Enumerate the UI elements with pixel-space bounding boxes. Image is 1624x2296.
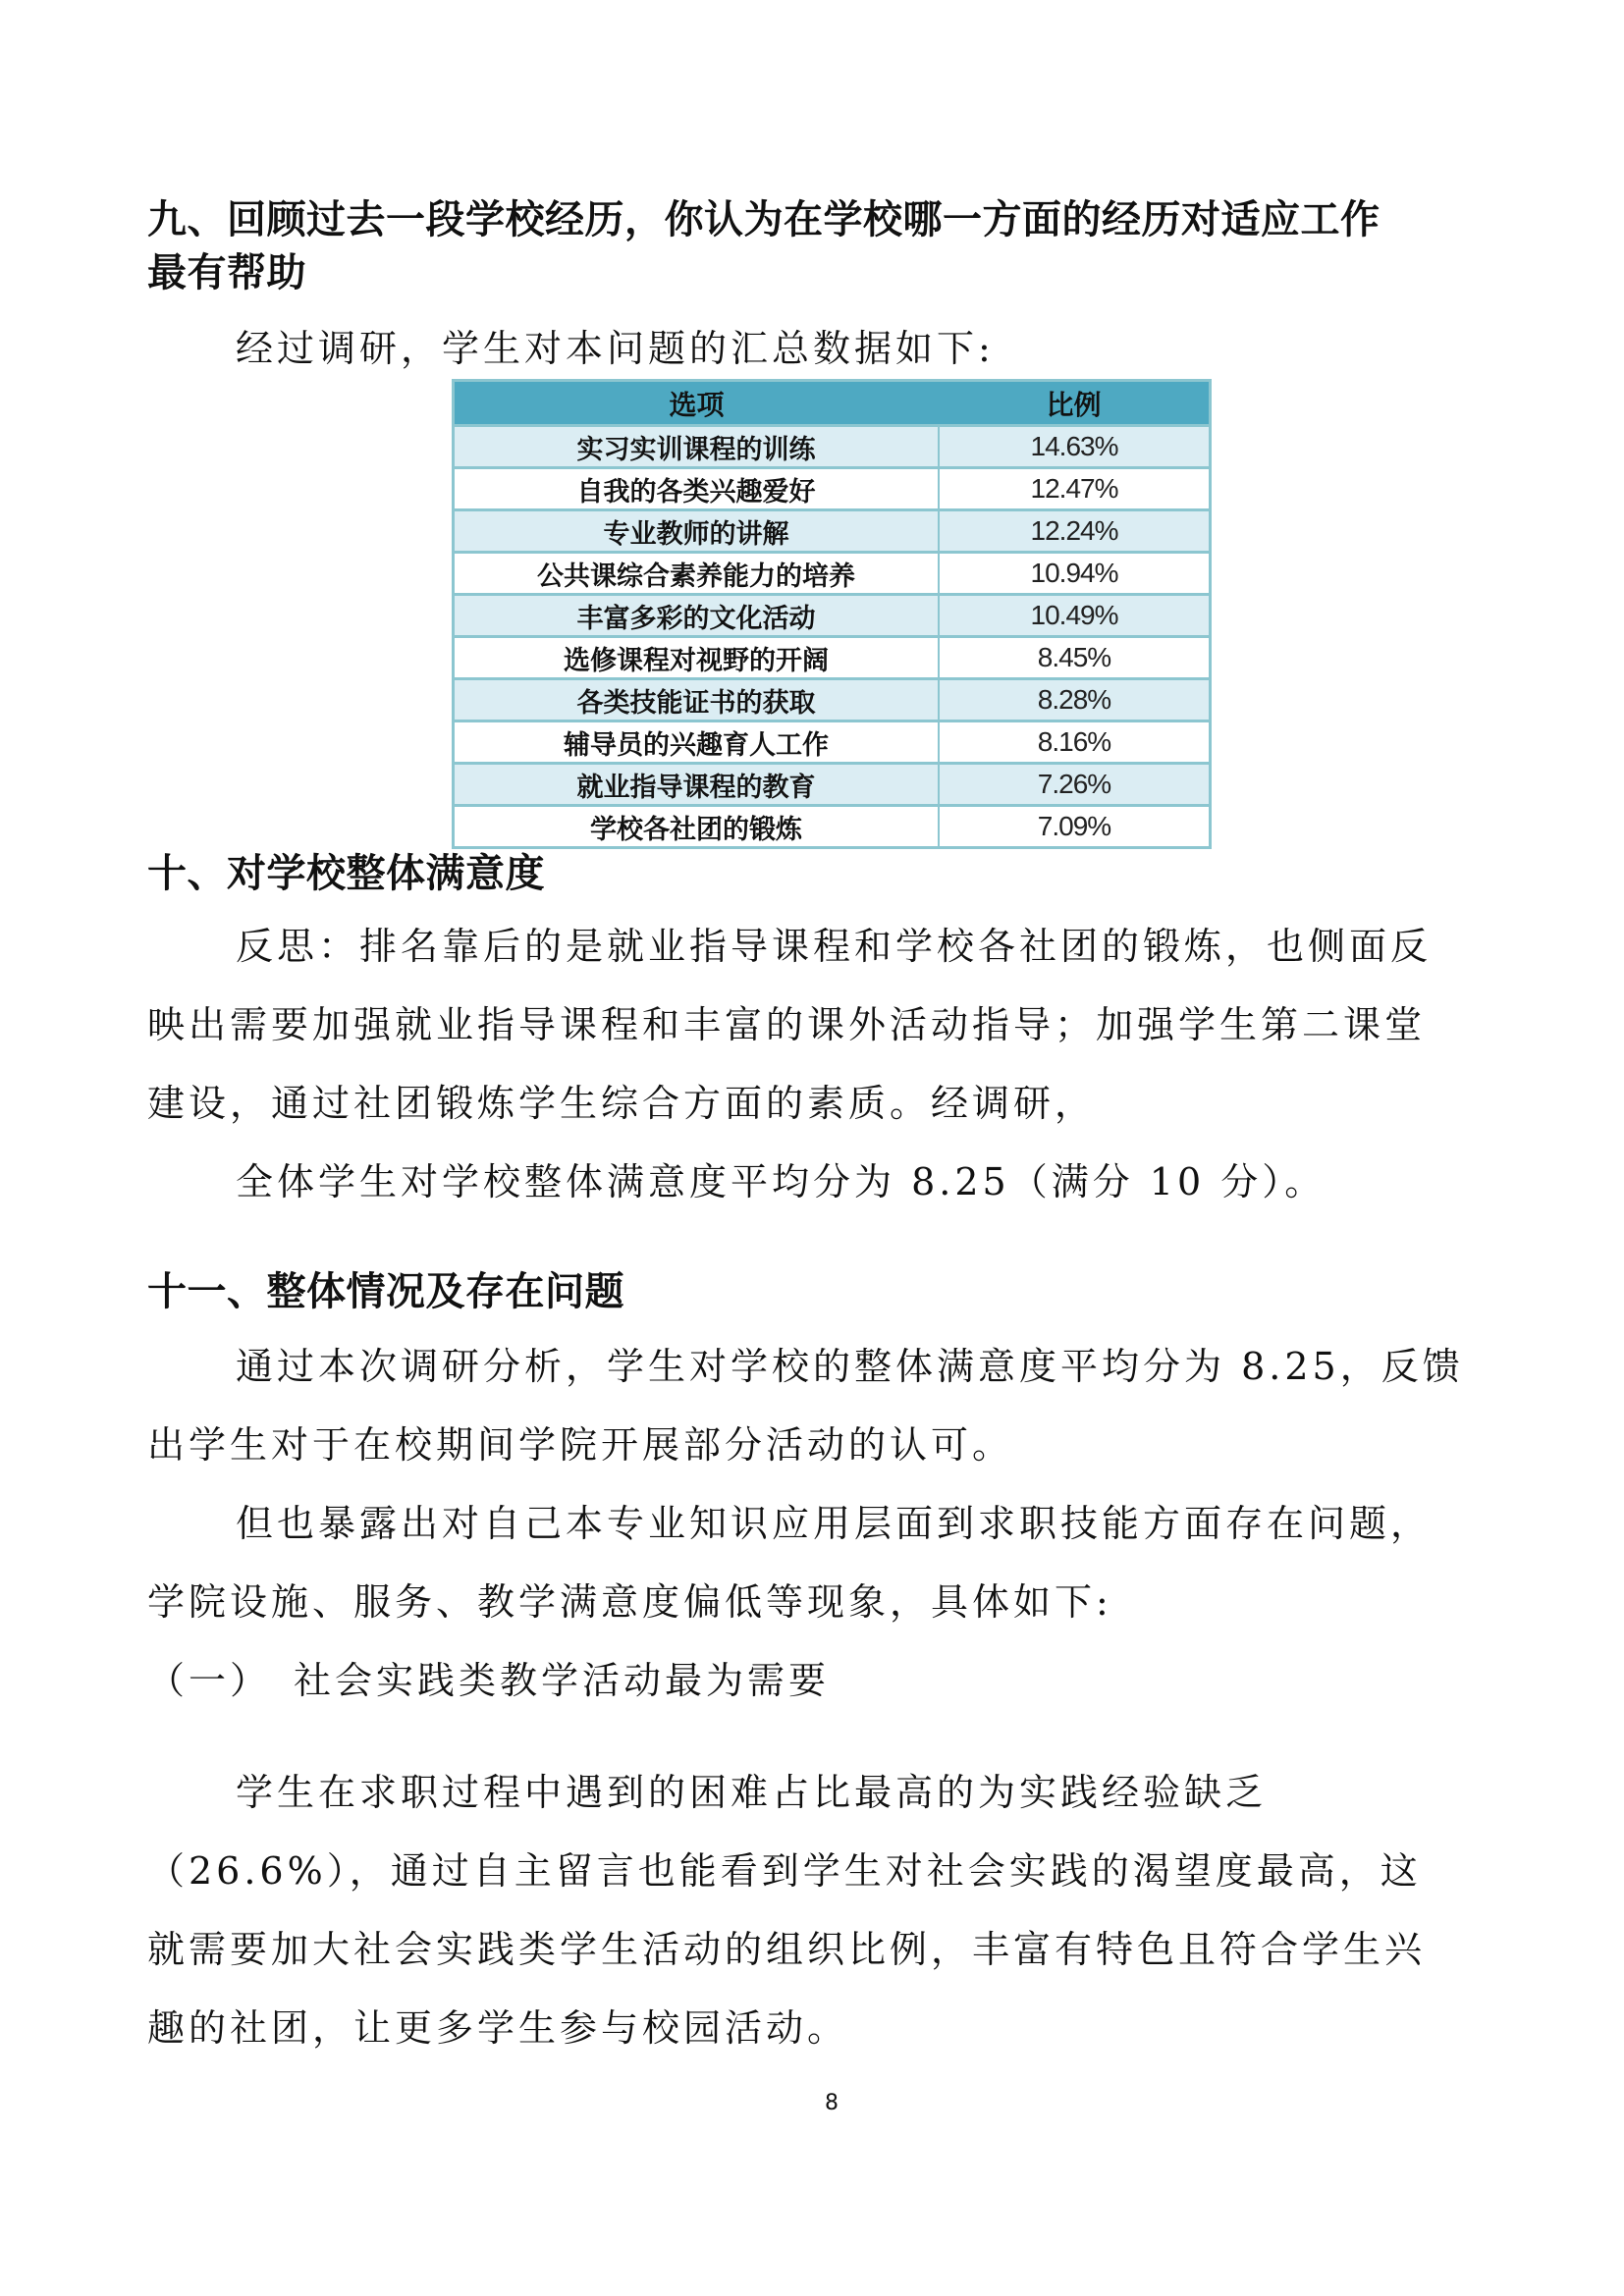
option-cell: 各类技能证书的获取: [454, 679, 940, 721]
ratio-cell: 14.63%: [939, 426, 1211, 468]
table-row: [454, 595, 1211, 637]
table-row: [454, 637, 1211, 679]
table-row: [454, 679, 1211, 721]
section11-line: 但也暴露出对自己本专业知识应用层面到求职技能方面存在问题，: [236, 1502, 1433, 1545]
ratio-cell: 8.16%: [939, 721, 1211, 764]
section10-line: 建设，通过社团锻炼学生综合方面的素质。经调研，: [147, 1082, 1097, 1125]
table-row: [454, 468, 1211, 510]
section10-line: 全体学生对学校整体满意度平均分为 8.25（满分 10 分）。: [236, 1160, 1326, 1203]
subsection1-title: （一） 社会实践类教学活动最为需要: [147, 1659, 831, 1702]
option-cell: 公共课综合素养能力的培养: [454, 553, 940, 595]
option-cell: 丰富多彩的文化活动: [454, 595, 940, 637]
option-cell: 选修课程对视野的开阔: [454, 637, 940, 679]
section10-line: 映出需要加强就业指导课程和丰富的课外活动指导；加强学生第二课堂: [147, 1003, 1427, 1046]
header-option: 选项: [454, 381, 940, 426]
option-cell: 实习实训课程的训练: [454, 426, 940, 468]
option-cell: 就业指导课程的教育: [454, 764, 940, 806]
table-row: [454, 806, 1211, 848]
section11-line: 通过本次调研分析，学生对学校的整体满意度平均分为 8.25，反馈: [236, 1345, 1464, 1388]
ratio-cell: 7.09%: [939, 806, 1211, 848]
section11-line: 出学生对于在校期间学院开展部分活动的认可。: [147, 1423, 1014, 1467]
section9-title-line1: 九、回顾过去一段学校经历，你认为在学校哪一方面的经历对适应工作: [147, 197, 1380, 242]
table-row: [454, 721, 1211, 764]
section10-title: 十、对学校整体满意度: [147, 851, 545, 896]
section10-line: 反思：排名靠后的是就业指导课程和学校各社团的锻炼，也侧面反: [236, 925, 1433, 968]
section9-title-line2: 最有帮助: [147, 250, 306, 295]
table-row: [454, 764, 1211, 806]
ratio-cell: 7.26%: [939, 764, 1211, 806]
table-row: [454, 426, 1211, 468]
option-cell: 专业教师的讲解: [454, 510, 940, 553]
subsection1-line: 学生在求职过程中遇到的困难占比最高的为实践经验缺乏: [236, 1771, 1268, 1814]
table-header-row: [454, 381, 1211, 426]
ratio-cell: 12.47%: [939, 468, 1211, 510]
survey-table: [452, 379, 1212, 849]
table-row: [454, 510, 1211, 553]
header-ratio: 比例: [939, 381, 1211, 426]
option-cell: 自我的各类兴趣爱好: [454, 468, 940, 510]
table-row: [454, 553, 1211, 595]
section9-intro: 经过调研，学生对本问题的汇总数据如下:: [236, 327, 995, 370]
ratio-cell: 10.94%: [939, 553, 1211, 595]
ratio-cell: 12.24%: [939, 510, 1211, 553]
section11-line: 学院设施、服务、教学满意度偏低等现象，具体如下:: [147, 1580, 1112, 1624]
ratio-cell: 10.49%: [939, 595, 1211, 637]
page-number: 8: [825, 2091, 839, 2115]
ratio-cell: 8.28%: [939, 679, 1211, 721]
subsection1-line: （26.6%），通过自主留言也能看到学生对社会实践的渴望度最高，这: [147, 1849, 1422, 1893]
subsection1-line: 趣的社团，让更多学生参与校园活动。: [147, 2006, 849, 2050]
option-cell: 学校各社团的锻炼: [454, 806, 940, 848]
section11-title: 十一、整体情况及存在问题: [147, 1269, 624, 1314]
ratio-cell: 8.45%: [939, 637, 1211, 679]
option-cell: 辅导员的兴趣育人工作: [454, 721, 940, 764]
subsection1-line: 就需要加大社会实践类学生活动的组织比例，丰富有特色且符合学生兴: [147, 1928, 1427, 1971]
